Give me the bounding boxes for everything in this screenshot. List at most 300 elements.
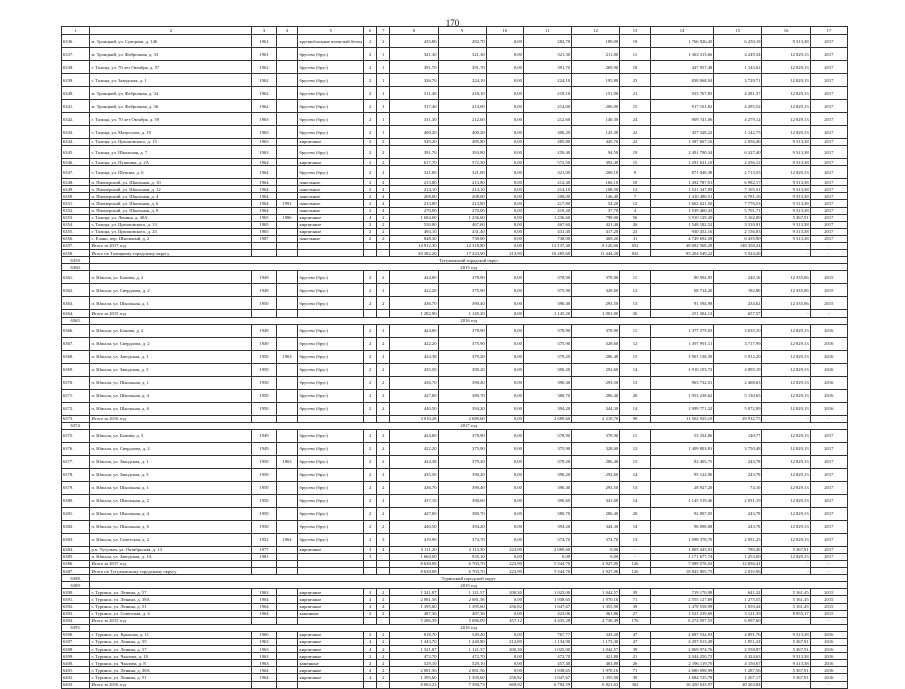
table-cell: 206,00 <box>572 100 620 113</box>
table-cell: 2 <box>364 207 377 214</box>
table-cell: 212,60 <box>438 113 486 126</box>
table-cell: п. Юшала, ул. Советская, д. 2 <box>90 533 252 546</box>
table-cell: 6390. <box>62 589 90 596</box>
table-cell: г. Туринск, ул. Ленина, д. 55 <box>90 639 252 646</box>
table-cell: м. Троицкий, ул. Фабричная, д. 36 <box>90 100 252 113</box>
table-cell: 2 689,60 <box>438 415 486 422</box>
table-cell: 1963 <box>252 660 276 667</box>
table-cell: 445,70 <box>572 139 620 146</box>
table-cell: 9 313,38 <box>762 221 810 228</box>
table-cell: 256,82 <box>486 603 523 610</box>
table-cell: Итого по Тугулымскому городскому округу <box>90 568 252 575</box>
table-cell: 1 253,00 <box>714 553 762 560</box>
table-cell: 7 089 576,52 <box>650 560 713 567</box>
table-row <box>62 324 848 337</box>
table-row <box>62 179 848 186</box>
table-cell: 5 130,65 <box>714 389 762 402</box>
table-cell: 176 <box>620 617 651 624</box>
table-cell: 1964 <box>252 207 276 214</box>
table-cell: 7 <box>620 193 651 200</box>
table-cell: 2 081,56 <box>438 667 486 674</box>
table-cell: 421,40 <box>572 221 620 228</box>
table-cell: 28 927,20 <box>650 481 713 494</box>
table-cell: 4 <box>377 546 390 553</box>
table-row <box>62 113 848 126</box>
table-row <box>62 243 848 250</box>
table-cell: 9 313,38 <box>762 186 810 193</box>
table-cell: брусево (брус) <box>298 61 364 74</box>
table-cell: 19 <box>620 35 651 48</box>
table-cell: брусево (брус) <box>298 324 364 337</box>
table-cell: 16 285,60 <box>523 250 571 257</box>
table-cell: 1 363 313,66 <box>650 48 713 61</box>
table-cell: брусево (брус) <box>298 376 364 389</box>
table-cell: 6402. <box>62 674 90 681</box>
table-cell: 1949 <box>252 429 276 442</box>
table-cell: 5 367,91 <box>762 214 810 221</box>
table-cell <box>252 560 276 567</box>
table-cell: кирпичные <box>298 667 364 674</box>
table-cell: 2 <box>364 389 377 402</box>
table-cell: 422,20 <box>390 442 438 455</box>
table-cell: 12 335,06 <box>762 271 810 284</box>
table-cell <box>276 603 298 610</box>
table-cell: 2017 <box>810 166 847 179</box>
table-cell: 1 377 379,03 <box>650 324 713 337</box>
table-cell: 0,00 <box>486 507 523 520</box>
table-cell: 1981 <box>252 553 276 560</box>
table-cell: 374,70 <box>438 533 486 546</box>
table-cell: 1 <box>377 48 390 61</box>
table-cell: 4 <box>364 589 377 596</box>
table-cell: 1 134,90 <box>523 639 571 646</box>
table-cell: 217,80 <box>523 200 571 207</box>
table-cell: 219,20 <box>523 207 571 214</box>
table-row <box>62 646 848 653</box>
table-cell: 321,30 <box>523 48 571 61</box>
table-cell: 2016 <box>810 646 847 653</box>
table-cell: 4 <box>377 193 390 200</box>
table-cell: 6386. <box>62 560 90 567</box>
row-number-cell: 6360. <box>62 264 90 271</box>
table-cell: 2 <box>364 126 377 139</box>
table-cell: 6356. <box>62 235 90 242</box>
table-cell: 2 <box>364 660 377 667</box>
table-cell: 2 <box>377 389 390 402</box>
table-cell: 6336. <box>62 35 90 48</box>
table-cell: г. Талица, ул. Циолковского, д. 13 <box>90 221 252 228</box>
table-cell: 1 171 677,74 <box>650 553 713 560</box>
table-cell: 7 390,73 <box>438 681 486 688</box>
table-cell: 6381. <box>62 507 90 520</box>
table-cell: 108,50 <box>572 186 620 193</box>
table-cell: 2 <box>377 337 390 350</box>
table-cell: 917 101,82 <box>650 100 713 113</box>
table-cell: 657,57 <box>714 310 762 317</box>
table-cell: 1949 <box>252 442 276 455</box>
table-cell: 2017 <box>810 214 847 221</box>
table-cell: Итого за 2016 год <box>90 681 252 688</box>
table-cell: п. Пионерский, ул. Школьная, д. 10 <box>90 179 252 186</box>
table-cell: 390,20 <box>523 468 571 481</box>
table-cell: 14 <box>620 494 651 507</box>
table-cell: 286,40 <box>572 507 620 520</box>
table-cell: 1961 <box>252 48 276 61</box>
table-row <box>62 207 848 214</box>
column-number-cell: 2 <box>90 27 252 35</box>
table-cell: 243,78 <box>714 520 762 533</box>
table-cell <box>364 243 377 250</box>
table-cell: 2 687 534,93 <box>650 631 713 638</box>
table-cell: 12 829,13 <box>762 48 810 61</box>
table-cell: 11 <box>620 271 651 284</box>
table-cell: - <box>762 568 810 575</box>
table-cell: 2 256,12 <box>714 159 762 166</box>
table-cell <box>276 610 298 617</box>
table-cell: 390,40 <box>438 481 486 494</box>
table-cell: 2 081,56 <box>390 667 438 674</box>
table-cell: 3 010,28 <box>390 415 438 422</box>
table-cell <box>298 415 364 422</box>
table-cell: 0,00 <box>486 126 523 139</box>
table-cell: 436,70 <box>390 376 438 389</box>
table-cell <box>364 617 377 624</box>
table-cell: 2 <box>364 87 377 100</box>
table-cell: 3 121,39 <box>714 610 762 617</box>
table-cell <box>276 494 298 507</box>
table-cell: 1964 <box>276 533 298 546</box>
table-cell: 4 <box>364 646 377 653</box>
section-row <box>62 317 848 324</box>
table-cell: 933 767,85 <box>650 87 713 100</box>
table-cell: 13 <box>620 481 651 494</box>
table-cell <box>377 243 390 250</box>
table-cell: 2017 <box>810 35 847 48</box>
table-cell: 6371. <box>62 389 90 402</box>
table-row <box>62 533 848 546</box>
table-cell: каменные <box>298 660 364 667</box>
column-number-cell: 5 <box>298 27 364 35</box>
table-cell: 8 120,60 <box>572 243 620 250</box>
table-cell: 818,70 <box>390 631 438 638</box>
table-cell: 1963 <box>252 646 276 653</box>
table-cell: п. Юшала, ул. Заводская, д. 3 <box>90 468 252 481</box>
table-cell: 0,00 <box>486 207 523 214</box>
table-cell: 2017 <box>810 455 847 468</box>
table-cell: 436,70 <box>390 481 438 494</box>
table-cell <box>377 553 390 560</box>
table-cell: - <box>762 250 810 257</box>
table-cell: 0,00 <box>486 271 523 284</box>
table-cell: 1964 <box>252 596 276 603</box>
table-cell: 3 750,48 <box>714 442 762 455</box>
table-cell: 1949 <box>252 337 276 350</box>
table-cell: 13 <box>620 297 651 310</box>
table-cell <box>377 250 390 257</box>
table-cell: 7 776,53 <box>714 200 762 207</box>
table-cell: 2 <box>364 297 377 310</box>
table-cell: 6399. <box>62 653 90 660</box>
table-cell: 0,00 <box>486 48 523 61</box>
table-cell: 234,62 <box>714 297 762 310</box>
table-cell: 6392. <box>62 603 90 610</box>
table-cell: 2 <box>364 442 377 455</box>
table-cell: 2 <box>364 74 377 87</box>
table-cell: 182,80 <box>714 284 762 297</box>
table-cell: 1 355,90 <box>572 674 620 681</box>
table-cell: 6398. <box>62 646 90 653</box>
column-number-cell: 1 <box>62 27 90 35</box>
table-cell: 212,60 <box>523 113 571 126</box>
table-cell: 2 <box>377 297 390 310</box>
table-row <box>62 520 848 533</box>
table-cell: 1964 <box>252 667 276 674</box>
table-cell: 1 059,44 <box>714 603 762 610</box>
table-row <box>62 48 848 61</box>
table-cell: 5 524,26 <box>714 250 762 257</box>
table-cell: 12 829,13 <box>762 61 810 74</box>
table-cell: 1964 <box>252 159 276 166</box>
table-cell: 390,20 <box>438 363 486 376</box>
table-cell: 6401. <box>62 667 90 674</box>
table-cell <box>377 415 390 422</box>
table-cell: 1 521 347,09 <box>650 186 713 193</box>
table-cell: 1 282,90 <box>390 310 438 317</box>
table-cell: 0,00 <box>486 324 523 337</box>
table-cell: 487,36 <box>390 610 438 617</box>
table-cell: 292,60 <box>572 468 620 481</box>
table-cell: - <box>810 560 847 567</box>
table-cell: 2 <box>377 481 390 494</box>
housing-register-table <box>61 26 848 689</box>
table-row <box>62 35 848 48</box>
table-cell: 4 150,67 <box>714 660 762 667</box>
table-cell: 9 313,38 <box>762 235 810 242</box>
table-cell: 200,30 <box>486 589 523 596</box>
table-cell: 2017 <box>810 113 847 126</box>
table-cell: 6347. <box>62 166 90 179</box>
table-cell: 1950 <box>252 363 276 376</box>
row-number-cell: 6374. <box>62 422 90 429</box>
table-cell: брусево (брус) <box>298 481 364 494</box>
table-cell: 0,00 <box>486 494 523 507</box>
table-cell: 1 <box>377 61 390 74</box>
table-row <box>62 596 848 603</box>
table-cell: 472,70 <box>523 653 571 660</box>
table-cell: 1950 <box>252 350 276 363</box>
table-cell: 1 395,60 <box>390 674 438 681</box>
table-cell: 379,20 <box>438 455 486 468</box>
table-cell: 74,10 <box>714 481 762 494</box>
table-cell: 6341. <box>62 100 90 113</box>
table-cell: 212,40 <box>523 179 571 186</box>
table-cell: 2017 <box>810 74 847 87</box>
table-cell: 14 912,30 <box>390 243 438 250</box>
table-cell: 390,40 <box>438 376 486 389</box>
table-cell: 2 <box>364 48 377 61</box>
table-cell: 9 313,38 <box>762 35 810 48</box>
table-cell: п. Юшала, ул. Заводская, д. 1 <box>90 350 252 363</box>
table-cell: 15 <box>620 350 651 363</box>
table-cell: 529,10 <box>438 660 486 667</box>
table-cell: 2 <box>364 235 377 242</box>
table-cell <box>298 310 364 317</box>
table-cell: 0,00 <box>486 297 523 310</box>
section-title-cell: Туринский городской округ <box>90 575 848 582</box>
section-title-cell: Тугулымский городской округ <box>90 257 848 264</box>
table-cell <box>276 166 298 179</box>
table-cell: 1 291 631,10 <box>650 159 713 166</box>
table-row <box>62 553 848 560</box>
table-cell: панельные <box>298 179 364 186</box>
table-cell: 1 143,62 <box>714 61 762 74</box>
table-cell: 1 236,60 <box>438 214 486 221</box>
table-cell: 431,40 <box>438 228 486 235</box>
table-cell: 1949 <box>252 284 276 297</box>
table-cell: 146,40 <box>572 193 620 200</box>
table-cell: 652 <box>620 243 651 250</box>
table-cell: 12 829,13 <box>762 481 810 494</box>
table-cell: с. Елань, пер. Школьный, д. 2 <box>90 235 252 242</box>
table-cell: 2 <box>364 610 377 617</box>
table-cell: панельные <box>298 186 364 193</box>
table-cell: 328,60 <box>572 442 620 455</box>
table-cell <box>364 415 377 422</box>
table-cell <box>276 48 298 61</box>
table-cell: 6396. <box>62 631 90 638</box>
table-cell: г. Талица, ул. Пушкина, д. 2А <box>90 159 252 166</box>
table-cell: 14 <box>620 520 651 533</box>
table-cell <box>364 681 377 688</box>
table-cell: 1 001,00 <box>572 310 620 317</box>
table-cell: 2017 <box>810 429 847 442</box>
table-cell: 6 097,60 <box>714 617 762 624</box>
table-cell: 457,40 <box>523 660 571 667</box>
table-cell: 375,90 <box>523 284 571 297</box>
table-cell: 549,40 <box>438 631 486 638</box>
table-cell: 4 <box>364 214 377 221</box>
table-row <box>62 271 848 284</box>
table-cell: 328,60 <box>572 337 620 350</box>
table-cell: 6 703,70 <box>438 560 486 567</box>
table-cell: 270,00 <box>438 207 486 214</box>
table-cell: 440,50 <box>390 520 438 533</box>
section-row <box>62 624 848 631</box>
table-cell: 1 <box>377 100 390 113</box>
table-cell: 5 161,45 <box>762 596 810 603</box>
table-cell: 0,00 <box>486 284 523 297</box>
table-cell: 2 <box>377 402 390 415</box>
table-cell: п. Юшала, ул. Свердлова, д. 2 <box>90 442 252 455</box>
table-cell: 1963 <box>276 350 298 363</box>
table-cell: 9 313,38 <box>762 179 810 186</box>
table-cell: 4 <box>620 207 651 214</box>
table-cell: 14 <box>620 402 651 415</box>
table-cell <box>276 646 298 653</box>
table-cell: 251 304,13 <box>650 310 713 317</box>
table-cell: п. Юшала, ул. Свердлова, д. 2 <box>90 284 252 297</box>
table-cell <box>298 568 364 575</box>
table-cell: 6375. <box>62 429 90 442</box>
table-cell: 6337. <box>62 48 90 61</box>
table-cell: брусево (брус) <box>298 402 364 415</box>
table-cell: 963 732,01 <box>650 376 713 389</box>
table-cell: 1 042,57 <box>572 646 620 653</box>
table-cell: 9 313,38 <box>762 146 810 159</box>
table-cell <box>298 553 364 560</box>
table-row <box>62 350 848 363</box>
table-cell: 12 <box>620 186 651 193</box>
table-cell: 6 821,63 <box>572 681 620 688</box>
table-cell: 5 286,39 <box>390 617 438 624</box>
table-cell: п. Юшала, ул. Школьная, д. 1 <box>90 481 252 494</box>
table-cell: 400,20 <box>438 126 486 139</box>
table-cell <box>298 560 364 567</box>
table-cell <box>252 250 276 257</box>
table-cell: 2017 <box>810 139 847 146</box>
table-cell: 1963 <box>252 589 276 596</box>
table-cell: 2 <box>364 468 377 481</box>
column-number-cell: 6 <box>364 27 377 35</box>
table-cell: 20 <box>620 507 651 520</box>
table-cell: 5 012,20 <box>714 350 762 363</box>
table-cell: 14 <box>620 363 651 376</box>
table-cell: р.п. Тугулым, ул. Октябрьская, д. 13 <box>90 546 252 553</box>
table-cell: брусево (брус) <box>298 100 364 113</box>
table-cell: 6358. <box>62 250 90 257</box>
table-cell: брусево (брус) <box>298 520 364 533</box>
table-cell: 1 548 182,52 <box>650 221 713 228</box>
table-cell <box>276 442 298 455</box>
table-cell: 126 <box>620 560 651 567</box>
table-cell: панельные <box>298 193 364 200</box>
table-cell: 6351. <box>62 200 90 207</box>
section-row <box>62 257 848 264</box>
table-cell: - <box>762 415 810 422</box>
table-cell: кирпичные <box>298 631 364 638</box>
table-cell: 378,90 <box>523 324 571 337</box>
page-number: 170 <box>445 18 460 28</box>
table-row <box>62 568 848 575</box>
table-cell: 1 397 991,11 <box>650 337 713 350</box>
table-cell: 0,00 <box>486 468 523 481</box>
table-cell: 2 <box>364 376 377 389</box>
table-cell: 2015 <box>810 271 847 284</box>
table-cell: 1964 <box>252 200 276 207</box>
table-cell: 380,70 <box>438 507 486 520</box>
table-cell: 2 <box>377 610 390 617</box>
column-number-cell: 3 <box>252 27 276 35</box>
table-cell: 719 170,98 <box>650 589 713 596</box>
table-cell: 9 <box>620 166 651 179</box>
table-cell: 1 287,56 <box>714 667 762 674</box>
table-row <box>62 100 848 113</box>
table-cell: - <box>762 681 810 688</box>
table-cell: 2 <box>364 139 377 146</box>
table-cell: 12 829,13 <box>762 87 810 100</box>
table-cell: 390,20 <box>438 468 486 481</box>
table-cell: панельные <box>298 200 364 207</box>
table-cell: 4 730,49 <box>572 617 620 624</box>
table-cell: 1 145 519,46 <box>650 494 713 507</box>
table-cell: 378,90 <box>438 429 486 442</box>
table-cell: 2 <box>364 402 377 415</box>
table-cell: 1 <box>377 87 390 100</box>
table-cell: 467,60 <box>523 221 571 228</box>
table-cell: 6 982,17 <box>714 179 762 186</box>
table-cell: 1962 <box>252 87 276 100</box>
table-cell: 6387. <box>62 568 90 575</box>
